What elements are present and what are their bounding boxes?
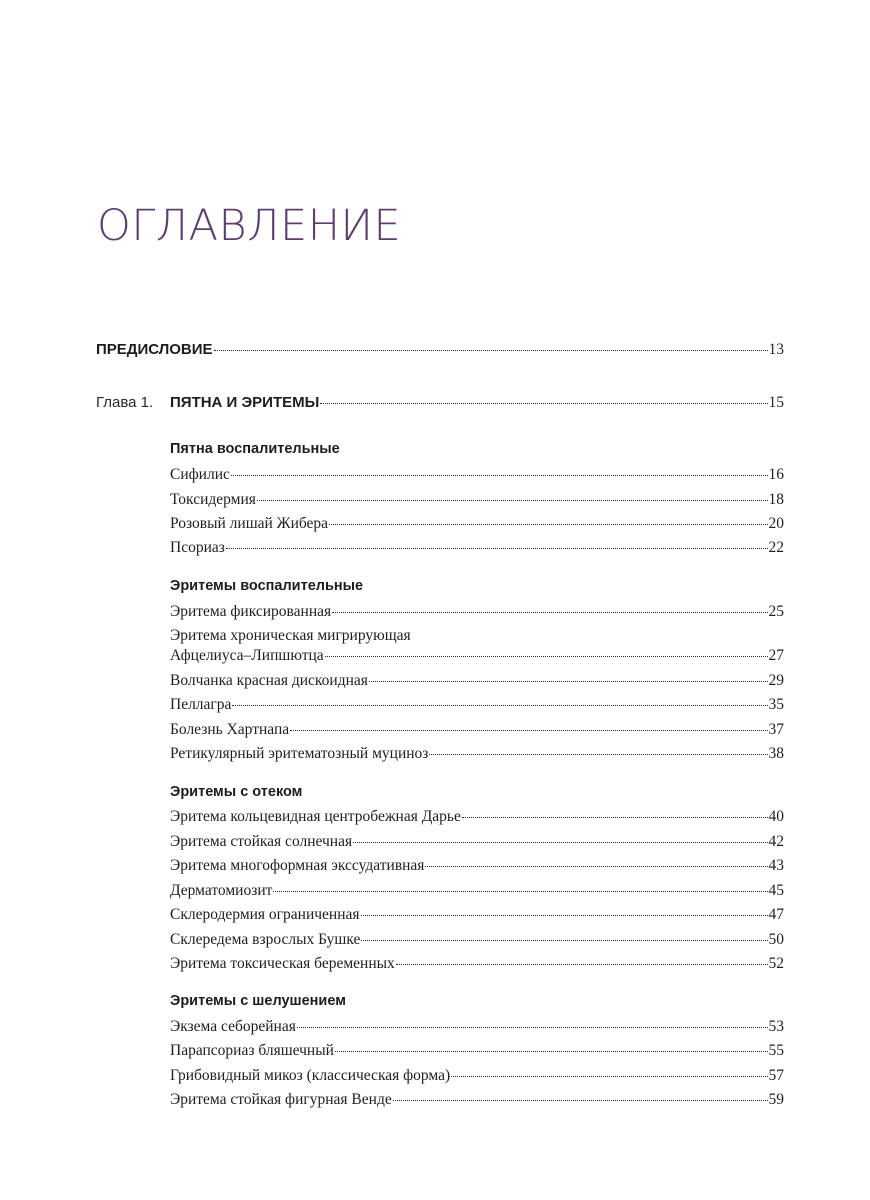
dot-leader (425, 866, 767, 867)
toc-entry[interactable] (170, 931, 784, 949)
toc-entry[interactable] (170, 1018, 784, 1036)
toc-entry[interactable] (170, 857, 784, 875)
toc-page-number: 16 (768, 466, 784, 483)
toc-entry-title: Пеллагра (170, 696, 232, 713)
toc-entry-title: ПРЕДИСЛОВИЕ (96, 341, 213, 358)
dot-leader (325, 656, 768, 657)
toc-entry[interactable] (170, 466, 784, 484)
dot-leader (320, 403, 767, 404)
toc-chapter-1[interactable] (96, 394, 784, 412)
chapter-title: ПЯТНА И ЭРИТЕМЫ (170, 394, 320, 411)
dot-leader (257, 500, 768, 501)
toc-page-number: 27 (768, 647, 784, 664)
section-heading: Пятна воспалительные (170, 441, 340, 457)
toc-entry-title: Афцелиуса–Липшютца (170, 647, 324, 664)
toc-entry-title: Склеродермия ограниченная (170, 906, 360, 923)
dot-leader (462, 817, 768, 818)
toc-page-number: 55 (768, 1042, 784, 1059)
toc-entry[interactable] (170, 955, 784, 973)
toc-entry-title: Болезнь Хартнапа (170, 721, 290, 738)
dot-leader (332, 612, 767, 613)
toc-entry-title: Эритема стойкая фигурная Венде (170, 1091, 392, 1108)
dot-leader (297, 1027, 768, 1028)
toc-page-number: 43 (768, 857, 784, 874)
toc-page-number: 25 (768, 603, 784, 620)
toc-entry-title: Эритема кольцевидная центробежная Дарье (170, 808, 461, 825)
toc-entry-title: Эритема стойкая солнечная (170, 833, 353, 850)
toc-page-number: 35 (768, 696, 784, 713)
dot-leader (290, 730, 767, 731)
toc-entry[interactable] (170, 1091, 784, 1109)
dot-leader (369, 681, 768, 682)
toc-entry[interactable] (170, 1042, 784, 1060)
toc-page-number: 57 (768, 1067, 784, 1084)
toc-entry[interactable] (170, 603, 784, 621)
dot-leader (393, 1100, 768, 1101)
toc-entry-title-line1: Эритема хроническая мигрирующая (170, 627, 411, 644)
toc-entry[interactable] (170, 647, 784, 665)
toc-entry-title: Дерматомиозит (170, 882, 273, 899)
dot-leader (335, 1051, 768, 1052)
dot-leader (231, 475, 768, 476)
toc-entry-title: Экзема себорейная (170, 1018, 296, 1035)
toc-entry-title: Склередема взрослых Бушке (170, 931, 361, 948)
dot-leader (451, 1076, 767, 1077)
toc-page-number: 22 (768, 539, 784, 556)
toc-entry-title: Розовый лишай Жибера (170, 515, 329, 532)
dot-leader (226, 548, 768, 549)
toc-page-number: 42 (768, 833, 784, 850)
toc-entry[interactable] (170, 1067, 784, 1085)
toc-page-number: 15 (768, 394, 784, 411)
toc-entry-title: Токсидермия (170, 491, 256, 508)
toc-entry-title: Эритема фиксированная (170, 603, 332, 620)
toc-page-number: 13 (768, 341, 784, 358)
toc-page-number: 45 (768, 882, 784, 899)
toc-page-number: 20 (768, 515, 784, 532)
toc-entry[interactable] (170, 515, 784, 533)
dot-leader (396, 964, 768, 965)
toc-entry[interactable] (170, 906, 784, 924)
page-title: ОГЛАВЛЕНИЕ (97, 201, 402, 251)
toc-page-number: 52 (768, 955, 784, 972)
dot-leader (214, 350, 768, 351)
toc-page-number: 29 (768, 672, 784, 689)
toc-entry-title: Псориаз (170, 539, 225, 556)
toc-entry[interactable] (170, 672, 784, 690)
toc-entry-title: Эритема токсическая беременных (170, 955, 395, 972)
dot-leader (353, 842, 767, 843)
toc-entry[interactable] (170, 882, 784, 900)
toc-page-number: 50 (768, 931, 784, 948)
toc-entry-title: Волчанка красная дискоидная (170, 672, 368, 689)
section-heading: Эритемы с шелушением (170, 993, 346, 1009)
toc-page-number: 40 (768, 808, 784, 825)
toc-entry[interactable] (170, 808, 784, 826)
toc-entry[interactable] (170, 491, 784, 509)
section-heading: Эритемы с отеком (170, 784, 303, 800)
toc-page-number: 37 (768, 721, 784, 738)
toc-entry[interactable] (170, 833, 784, 851)
dot-leader (361, 940, 767, 941)
toc-page-number: 47 (768, 906, 784, 923)
dot-leader (273, 891, 767, 892)
dot-leader (429, 754, 767, 755)
toc-entry-preface[interactable] (96, 341, 784, 359)
toc-entry[interactable] (170, 696, 784, 714)
toc-entry-title: Парапсориаз бляшечный (170, 1042, 334, 1059)
toc-page-number: 18 (768, 491, 784, 508)
toc-page-number: 53 (768, 1018, 784, 1035)
dot-leader (232, 705, 767, 706)
toc-entry-title: Грибовидный микоз (классическая форма) (170, 1067, 451, 1084)
toc-entry-title: Сифилис (170, 466, 230, 483)
toc-entry[interactable] (170, 539, 784, 557)
toc-page-number: 38 (768, 745, 784, 762)
toc-page-number: 59 (768, 1091, 784, 1108)
section-heading: Эритемы воспалительные (170, 578, 364, 594)
dot-leader (329, 524, 767, 525)
toc-entry-title: Ретикулярный эритематозный муциноз (170, 745, 429, 762)
toc-entry[interactable] (170, 721, 784, 739)
toc-entry[interactable] (170, 745, 784, 763)
toc-entry-title: Эритема многоформная экссудативная (170, 857, 425, 874)
dot-leader (361, 915, 768, 916)
chapter-label: Глава 1. (96, 394, 154, 411)
